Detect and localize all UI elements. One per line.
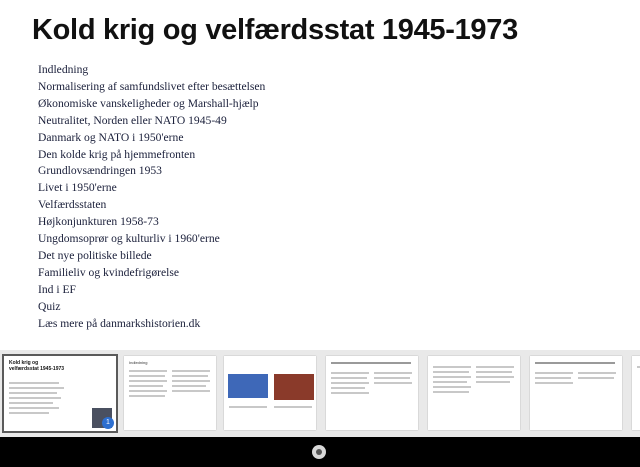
page-thumbnail-6[interactable] xyxy=(530,356,622,430)
page-thumbnail-5[interactable] xyxy=(428,356,520,430)
toc-item[interactable]: Den kolde krig på hjemmefronten xyxy=(38,147,196,161)
table-of-contents xyxy=(38,62,265,333)
page-thumbnail-3[interactable] xyxy=(224,356,316,430)
page-thumbnail-7[interactable] xyxy=(632,356,640,430)
toc-item[interactable]: Familieliv og kvindefrigørelse xyxy=(38,265,180,279)
page-thumbnail-1[interactable] xyxy=(2,354,118,433)
bottom-bar xyxy=(0,437,640,467)
thumbnail-title: Indledning xyxy=(129,360,148,365)
selected-page-badge: 1 xyxy=(102,417,114,429)
toc-item[interactable]: Det nye politiske billede xyxy=(38,248,152,262)
home-button[interactable] xyxy=(312,445,326,459)
toc-item[interactable]: Læs mere på danmarkshistorien.dk xyxy=(38,316,201,330)
page-thumbnail-4[interactable] xyxy=(326,356,418,430)
toc-item[interactable]: Quiz xyxy=(38,299,61,313)
thumbnail-title: Kold krig og velfærdsstat 1945-1973 xyxy=(9,360,65,372)
toc-item[interactable]: Neutralitet, Norden eller NATO 1945-49 xyxy=(38,113,227,127)
thumbnail-image xyxy=(228,374,268,398)
toc-item[interactable]: Indledning xyxy=(38,63,89,76)
toc-item[interactable]: Ungdomsoprør og kulturliv i 1960'erne xyxy=(38,232,220,246)
toc-item[interactable]: Højkonjunkturen 1958-73 xyxy=(38,215,159,229)
toc-item[interactable]: Økonomiske vanskeligheder og Marshall-hjælp xyxy=(38,96,259,110)
page-title: Kold krig og velfærdsstat 1945-1973 xyxy=(32,14,518,46)
toc-item[interactable]: Danmark og NATO i 1950'erne xyxy=(38,130,184,144)
toc-item[interactable]: Livet i 1950'erne xyxy=(38,181,117,195)
toc-item[interactable]: Grundlovsændringen 1953 xyxy=(38,164,162,178)
page-thumbnail-strip xyxy=(0,350,640,437)
toc-item[interactable]: Normalisering af samfundslivet efter besættelsen xyxy=(38,79,266,93)
page-thumbnail-2[interactable] xyxy=(124,356,216,430)
thumbnail-image xyxy=(274,374,314,400)
toc-item[interactable]: Ind i EF xyxy=(38,282,77,296)
toc-item[interactable]: Velfærdsstaten xyxy=(38,198,107,212)
